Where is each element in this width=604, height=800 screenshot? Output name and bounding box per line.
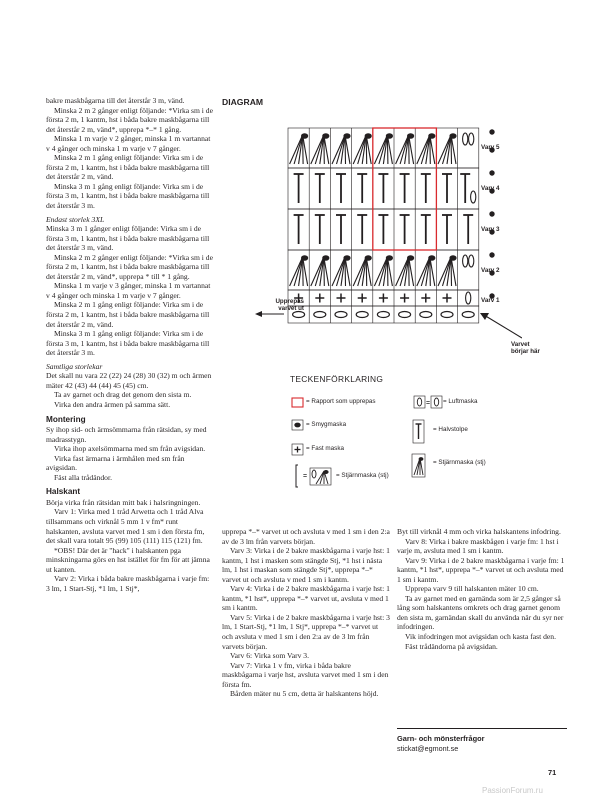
legend-repeat-symbol: [292, 398, 303, 407]
star-eye: [343, 133, 350, 139]
row-label-2: Varv 2: [481, 267, 500, 274]
paragraph: Minska 3 m 1 gång enligt följande: Virka sm i de första 3 m, 1 kantm, hst i båda bakre maskbågarna till det återstår 3 m.: [46, 181, 210, 211]
chain-vertical-symbol: [463, 133, 468, 145]
star-leg: [294, 257, 303, 286]
row-bullet: [489, 129, 494, 134]
paragraph: Varv 6: Virka som Varv 3.: [230, 651, 309, 661]
paragraph: Varv 9: Virka i de 2 bakre maskbågarna i varje fm: 1 kantm, *1 hst*, upprepa *–* varvet ut och avsluta med 1 sm i kantm.: [397, 555, 565, 584]
paragraph: Virka fast ärmarna i ärmhålen med sm från avigsidan.: [46, 453, 185, 473]
star-leg: [315, 257, 324, 286]
star-leg: [421, 135, 430, 164]
page-number: 71: [548, 768, 557, 777]
star-leg: [443, 257, 452, 286]
chain-vertical-symbol: [471, 191, 476, 203]
row-label-1: Varv 1: [481, 297, 500, 304]
legend-start-star-leg: [316, 471, 324, 484]
star-stitch-symbol: [353, 133, 372, 164]
star-leg: [294, 135, 303, 164]
chain-symbol: [462, 312, 474, 318]
star-eye: [301, 133, 308, 139]
star-leg: [400, 135, 409, 164]
star-eye: [386, 255, 393, 261]
chain-symbol: [377, 312, 389, 318]
single-crochet-symbol: [400, 294, 409, 303]
single-crochet-symbol: [358, 294, 367, 303]
star-stitch-symbol: [374, 133, 393, 164]
chain-vertical-symbol: [469, 255, 474, 267]
legend-start-star-leg: [320, 471, 324, 484]
paragraph: Byt till virknål 4 mm och virka halskantens infodring.: [397, 527, 561, 536]
star-stitch-symbol: [417, 133, 436, 164]
contact-heading: Garn- och mönsterfrågor: [397, 734, 485, 743]
hdc-symbol: [378, 215, 388, 244]
chain-symbol: [356, 312, 368, 318]
chain-symbol: [420, 312, 432, 318]
paragraph: Börja virka från rätsidan mitt bak i halsringningen.: [46, 497, 201, 507]
star-stitch-symbol: [332, 255, 351, 286]
star-stitch-symbol: [311, 133, 330, 164]
start-arrow-line: [484, 315, 522, 338]
legend-sc: = Fast maska: [306, 445, 344, 452]
legend-start-star: = Stjärnmaska (stj): [336, 472, 389, 479]
row-bullet: [489, 252, 494, 257]
hdc-symbol: [357, 215, 367, 244]
star-leg: [379, 135, 388, 164]
paragraph: Minska 3 m 1 gång enligt följande: Virka sm i de första 3 m, 1 kantm, hst i båda bakre maskbågarna till det återstår 3 m.: [46, 329, 210, 358]
contact-rule: [397, 728, 567, 729]
legend-start-star-chain: [312, 470, 316, 478]
crochet-chart: [222, 110, 522, 370]
star-eye: [301, 255, 308, 261]
star-stitch-symbol: [396, 133, 415, 164]
star-eye: [407, 255, 414, 261]
hdc-symbol: [336, 215, 346, 244]
chain-symbol: [314, 312, 326, 318]
paragraph: bakre maskbågarna till det återstår 3 m, vänd.: [46, 96, 185, 105]
legend-star-eye: [419, 457, 424, 461]
hdc-symbol: [294, 215, 304, 244]
paragraph: Varv 2: Virka i båda bakre maskbågarna i varje fm: 3 lm, 1 Start-Stj, *1 lm, 1 Stj*,: [46, 574, 210, 593]
paragraph: upprepa *–* varvet ut och avsluta v med 1 sm i den 2:a av de 3 lm från varvets början.: [222, 527, 390, 546]
paragraph: Varv 5: Virka i de 2 bakre maskbågarna i varje hst: 3 lm, 1 Start-Stj, *1 lm, 1 Stj*, upprepa *–* varvet ut och avsluta v med 1 sm i den 2:a av de 3 lm från varvets början.: [222, 612, 390, 651]
hdc-symbol: [357, 174, 367, 203]
paragraph: Sy ihop sid- och ärmsömmarna från rätsidan, sy med madrasstygn.: [46, 425, 207, 444]
legend-chain-equals: =: [426, 400, 431, 407]
star-leg: [337, 135, 346, 164]
chain-symbol: [441, 312, 453, 318]
hdc-symbol: [315, 215, 325, 244]
hdc-symbol: [442, 174, 452, 203]
legend-hdc: = Halvstolpe: [433, 426, 468, 433]
star-leg: [337, 257, 346, 286]
hdc-symbol: [421, 215, 431, 244]
star-stitch-symbol: [290, 255, 309, 286]
start-arrow-head: [480, 313, 489, 320]
paragraph: Minska 3 m 1 gånger enligt följande: Virka sm i de första 3 m, 1 kantm, hst i båda bakre maskbågarna till det återstår 3 m, vänd.: [46, 224, 210, 253]
section-heading-montering: Montering: [46, 414, 86, 424]
legend-chain-vert2: [434, 398, 438, 406]
text-column-right: [397, 527, 567, 651]
star-leg: [421, 257, 430, 286]
legend-title: TECKENFÖRKLARING: [290, 374, 384, 384]
paragraph: Minska 1 m varje v 2 gånger, minska 1 m vartannat v 4 gånger och minska 1 m varje v 7 gånger.: [46, 134, 211, 153]
paragraph: Ta av garnet och drag det genom den sista m.: [54, 390, 192, 400]
star-eye: [386, 133, 393, 139]
star-eye: [428, 133, 435, 139]
star-stitch-symbol: [374, 255, 393, 286]
start-label: Varvet börjar här: [511, 341, 540, 355]
row-bullet: [489, 170, 494, 175]
watermark: PassionForum.ru: [482, 786, 543, 795]
star-eye: [322, 255, 329, 261]
legend-chain-vert: [417, 398, 421, 406]
row-label-4: Varv 4: [481, 185, 500, 192]
star-eye: [365, 255, 372, 261]
star-eye: [407, 133, 414, 139]
grid-row: [288, 306, 479, 323]
legend-start-star-eye: [323, 470, 328, 474]
paragraph: Fäst trådändorna på avigsidan.: [405, 641, 498, 651]
hdc-symbol: [378, 174, 388, 203]
legend-repeat: = Rapport som upprepas: [306, 398, 376, 405]
legend-slip: = Smygmaska: [306, 421, 347, 428]
hdc-symbol: [315, 174, 325, 203]
chain-symbol: [335, 312, 347, 318]
section-heading-halskant: Halskant: [46, 487, 81, 497]
chain-vertical-symbol: [463, 255, 468, 267]
row-label-5: Varv 5: [481, 144, 500, 151]
hdc-symbol: [400, 215, 410, 244]
paragraph: Fäst alla trådändor.: [54, 472, 112, 482]
star-stitch-symbol: [290, 133, 309, 164]
star-stitch-symbol: [332, 133, 351, 164]
paragraph: Varv 7: Virka 1 v fm, virka i båda bakre maskbågarna i varje hst, avsluta varvet med 1 sm i den första fm.: [222, 660, 389, 689]
star-eye: [322, 133, 329, 139]
paragraph: Varv 8: Virka i bakre maskbågen i varje fm: 1 hst i varje m, avsluta med 1 sm i kantm.: [397, 536, 559, 556]
paragraph: Ta av garnet med en garnända som är 2,5 gånger så lång som halskantens omkrets och drag garnet genom den sista m, garnändan skall du använda när du syr ner infodringen.: [397, 593, 564, 632]
paragraph: Minska 2 m 2 gånger enligt följande: *Virka sm i de första 2 m, 1 kantm, hst i båda bakre maskbågarna till det återstår 2 m, vänd*, upprepa * till * 1 gång.: [46, 252, 213, 281]
hdc-symbol: [400, 174, 410, 203]
hdc-symbol: [294, 174, 304, 203]
star-stitch-symbol: [311, 255, 330, 286]
chain-vertical-symbol: [466, 292, 471, 304]
paragraph: Minska 2 m 1 gång enligt följande: Virka sm i de första 2 m, 1 kantm, hst i båda bakre maskbågarna till det återstår 2 m, vänd.: [46, 153, 210, 182]
paragraph: Varv 1: Virka med 1 tråd Arwetta och 1 tråd Alva tillsammans och virknål 5 mm 1 v fm* runt halskanten, avsluta varvet med 1 sm i den första fm, det skall vara totalt 95 (99) 105 (111) 115 (121) fm.: [46, 507, 205, 546]
single-crochet-symbol: [337, 294, 346, 303]
hdc-symbol: [442, 215, 452, 244]
legend-bracket: [296, 465, 298, 487]
text-column-left: [46, 96, 214, 593]
star-leg: [443, 135, 452, 164]
paragraph: Virka den andra ärmen på samma sätt.: [54, 399, 171, 409]
paragraph: Upprepa varv 9 till halskanten mäter 10 cm.: [405, 584, 539, 594]
all-sizes-subheading: Samtliga storlekar: [46, 361, 103, 371]
star-leg: [400, 257, 409, 286]
star-stitch-symbol: [396, 255, 415, 286]
single-crochet-symbol: [315, 294, 324, 303]
star-stitch-symbol: [438, 133, 457, 164]
row-bullet: [489, 211, 494, 216]
chain-symbol: [293, 312, 305, 318]
chain-symbol: [399, 312, 411, 318]
star-leg: [358, 257, 367, 286]
single-crochet-symbol: [443, 294, 452, 303]
single-crochet-symbol: [421, 294, 430, 303]
star-leg: [358, 135, 367, 164]
paragraph: Varv 4: Virka i de 2 bakre maskbågarna i varje hst: 1 kantm, *1 hst*, upprepa *–* varvet ut, avsluta v med 1 sm i kantm.: [222, 584, 390, 613]
paragraph: *OBS! Där det är "hack" i halskanten pga minskningarna görs en hst istället för fm för att jämna ut kanten.: [46, 545, 210, 574]
legend-slip-symbol: [294, 423, 300, 428]
text-column-middle: [222, 527, 390, 699]
hdc-symbol: [336, 174, 346, 203]
size-subheading: Endast storlek 3XL: [46, 214, 105, 224]
paragraph: Minska 2 m 1 gång enligt följande: Virka sm i de första 2 m, 1 kantm, hst i båda bakre maskbågarna till det återstår 2 m, vänd.: [46, 300, 210, 329]
row-label-3: Varv 3: [481, 226, 500, 233]
star-leg: [315, 135, 324, 164]
star-leg: [379, 257, 388, 286]
star-eye: [343, 255, 350, 261]
paragraph: Bården mäter nu 5 cm, detta är halskantens höjd.: [230, 689, 379, 699]
legend-chain: = Luftmaska: [443, 398, 478, 405]
hdc-symbol: [421, 174, 431, 203]
contact-email-link[interactable]: stickat@egmont.se: [397, 744, 459, 753]
star-eye: [428, 255, 435, 261]
paragraph: Virka ihop axelsömmarna med sm från avigsidan.: [54, 444, 206, 454]
paragraph: Varv 3: Virka i de 2 bakre maskbågarna i varje hst: 1 kantm, 1 hst i masken som stängde Stj, *1 hst i nästa lm, 1 hst i maskan som stängde Stj*, upprepa *–* varvet ut och avsluta v med 1 sm i kantm.: [222, 546, 390, 584]
paragraph: Det skall nu vara 22 (22) 24 (28) 30 (32) m och ärmen mäter 42 (43) 44 (44) 45 (45) cm.: [46, 371, 212, 390]
star-eye: [449, 133, 456, 139]
hdc-symbol: [463, 215, 473, 244]
single-crochet-symbol: [379, 294, 388, 303]
diagram-title: DIAGRAM: [222, 97, 264, 107]
legend-star: = Stjärnmaska (stj): [433, 459, 486, 466]
paragraph: Minska 2 m 2 gånger enligt följande: *Virka sm i de första 2 m, 1 kantm, hst i båda bakre maskbågarna till det återstår 2 m, vänd*, upprepa *–* 1 gång.: [46, 105, 213, 134]
star-stitch-symbol: [417, 255, 436, 286]
paragraph: Minska 1 m varje v 3 gånger, minska 1 m vartannat v 4 gånger och minska 1 m varje v 7 gånger.: [46, 281, 211, 300]
star-stitch-symbol: [353, 255, 372, 286]
star-stitch-symbol: [438, 255, 457, 286]
hdc-symbol: [460, 174, 470, 203]
chain-vertical-symbol: [469, 133, 474, 145]
star-eye: [365, 133, 372, 139]
paragraph: Vik infodringen mot avigsidan och kasta fast den.: [405, 632, 556, 642]
legend-equals: =: [303, 473, 308, 480]
repeat-label: Upprepas varvet ut: [275, 298, 304, 312]
star-eye: [449, 255, 456, 261]
